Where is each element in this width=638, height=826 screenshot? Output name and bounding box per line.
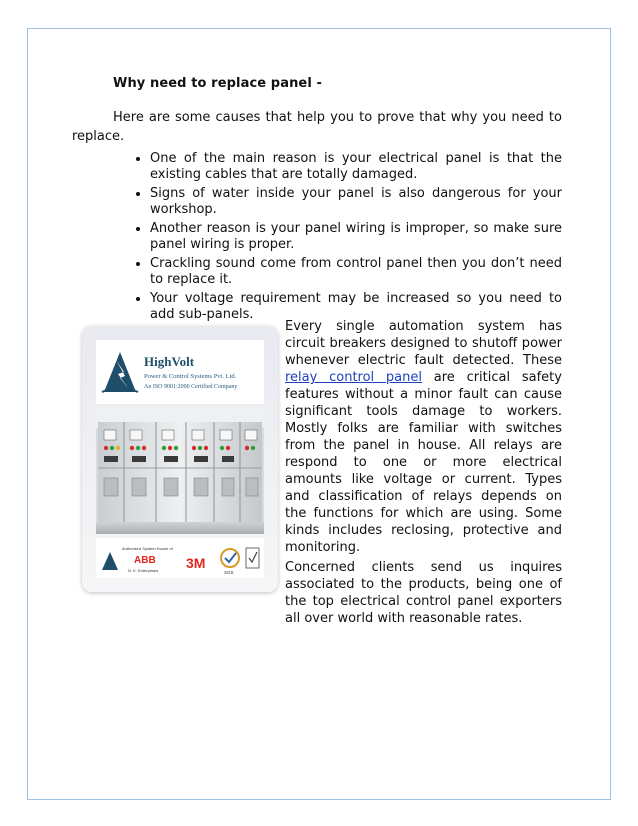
- clients-paragraph: Concerned clients send us inquires associated to the products, being one of the top electrical control panel exporters all over world with reasonable rates.: [285, 560, 562, 626]
- causes-list: [113, 151, 562, 326]
- relay-control-panel-link[interactable]: relay control panel: [285, 370, 422, 385]
- list-item: • Another reason is your panel wiring is improper, so make sure panel wiring is proper.: [150, 221, 562, 253]
- certification-text: An ISO 9001:2000 Certified Company: [144, 384, 238, 390]
- relay-paragraph: [285, 318, 562, 556]
- iso-badge-icon: [246, 548, 259, 568]
- list-item: • Your voltage requirement may be increased so you need to add sub-panels.: [150, 291, 562, 323]
- certification-badge-icon: [221, 549, 239, 567]
- partner-note: Authorised System House of: [122, 546, 173, 551]
- list-item: • One of the main reason is your electrical panel is that the existing cables that are totally damaged.: [150, 151, 562, 183]
- abb-logo: ABB: [134, 555, 156, 566]
- paragraph-text: are critical safety features without a minor fault can cause significant tools damage to workers. Mostly folks are familiar with switches from the panel in house. All relays are respond to one or more electrical amounts like voltage or current. Types and classification of relays depends on the functions for which are using. Some kinds includes reclosing, protective and monitoring.: [285, 370, 562, 555]
- control-panel-photo: [82, 326, 278, 592]
- list-item: • Crackling sound come from control panel then you don’t need to replace it.: [150, 256, 562, 288]
- company-name: HighVolt: [144, 354, 195, 369]
- 3m-logo: 3M: [186, 555, 206, 571]
- section-heading: Why need to replace panel -: [113, 76, 323, 91]
- list-item: • Signs of water inside your panel is also dangerous for your workshop.: [150, 186, 562, 218]
- control-cabinets: [98, 422, 262, 522]
- product-image: [82, 326, 278, 592]
- right-column: [285, 318, 562, 630]
- partner-location: N. K. Enterprises: [128, 568, 159, 573]
- intro-paragraph: Here are some causes that help you to prove that why you need to replace.: [72, 110, 562, 144]
- paragraph-text: Every single automation system has circuit breakers designed to shutoff power whenever electric fault detected. These: [285, 319, 562, 368]
- company-subtitle: Power & Control Systems Pvt. Ltd.: [144, 373, 237, 380]
- sgs-label: SGS: [224, 570, 234, 575]
